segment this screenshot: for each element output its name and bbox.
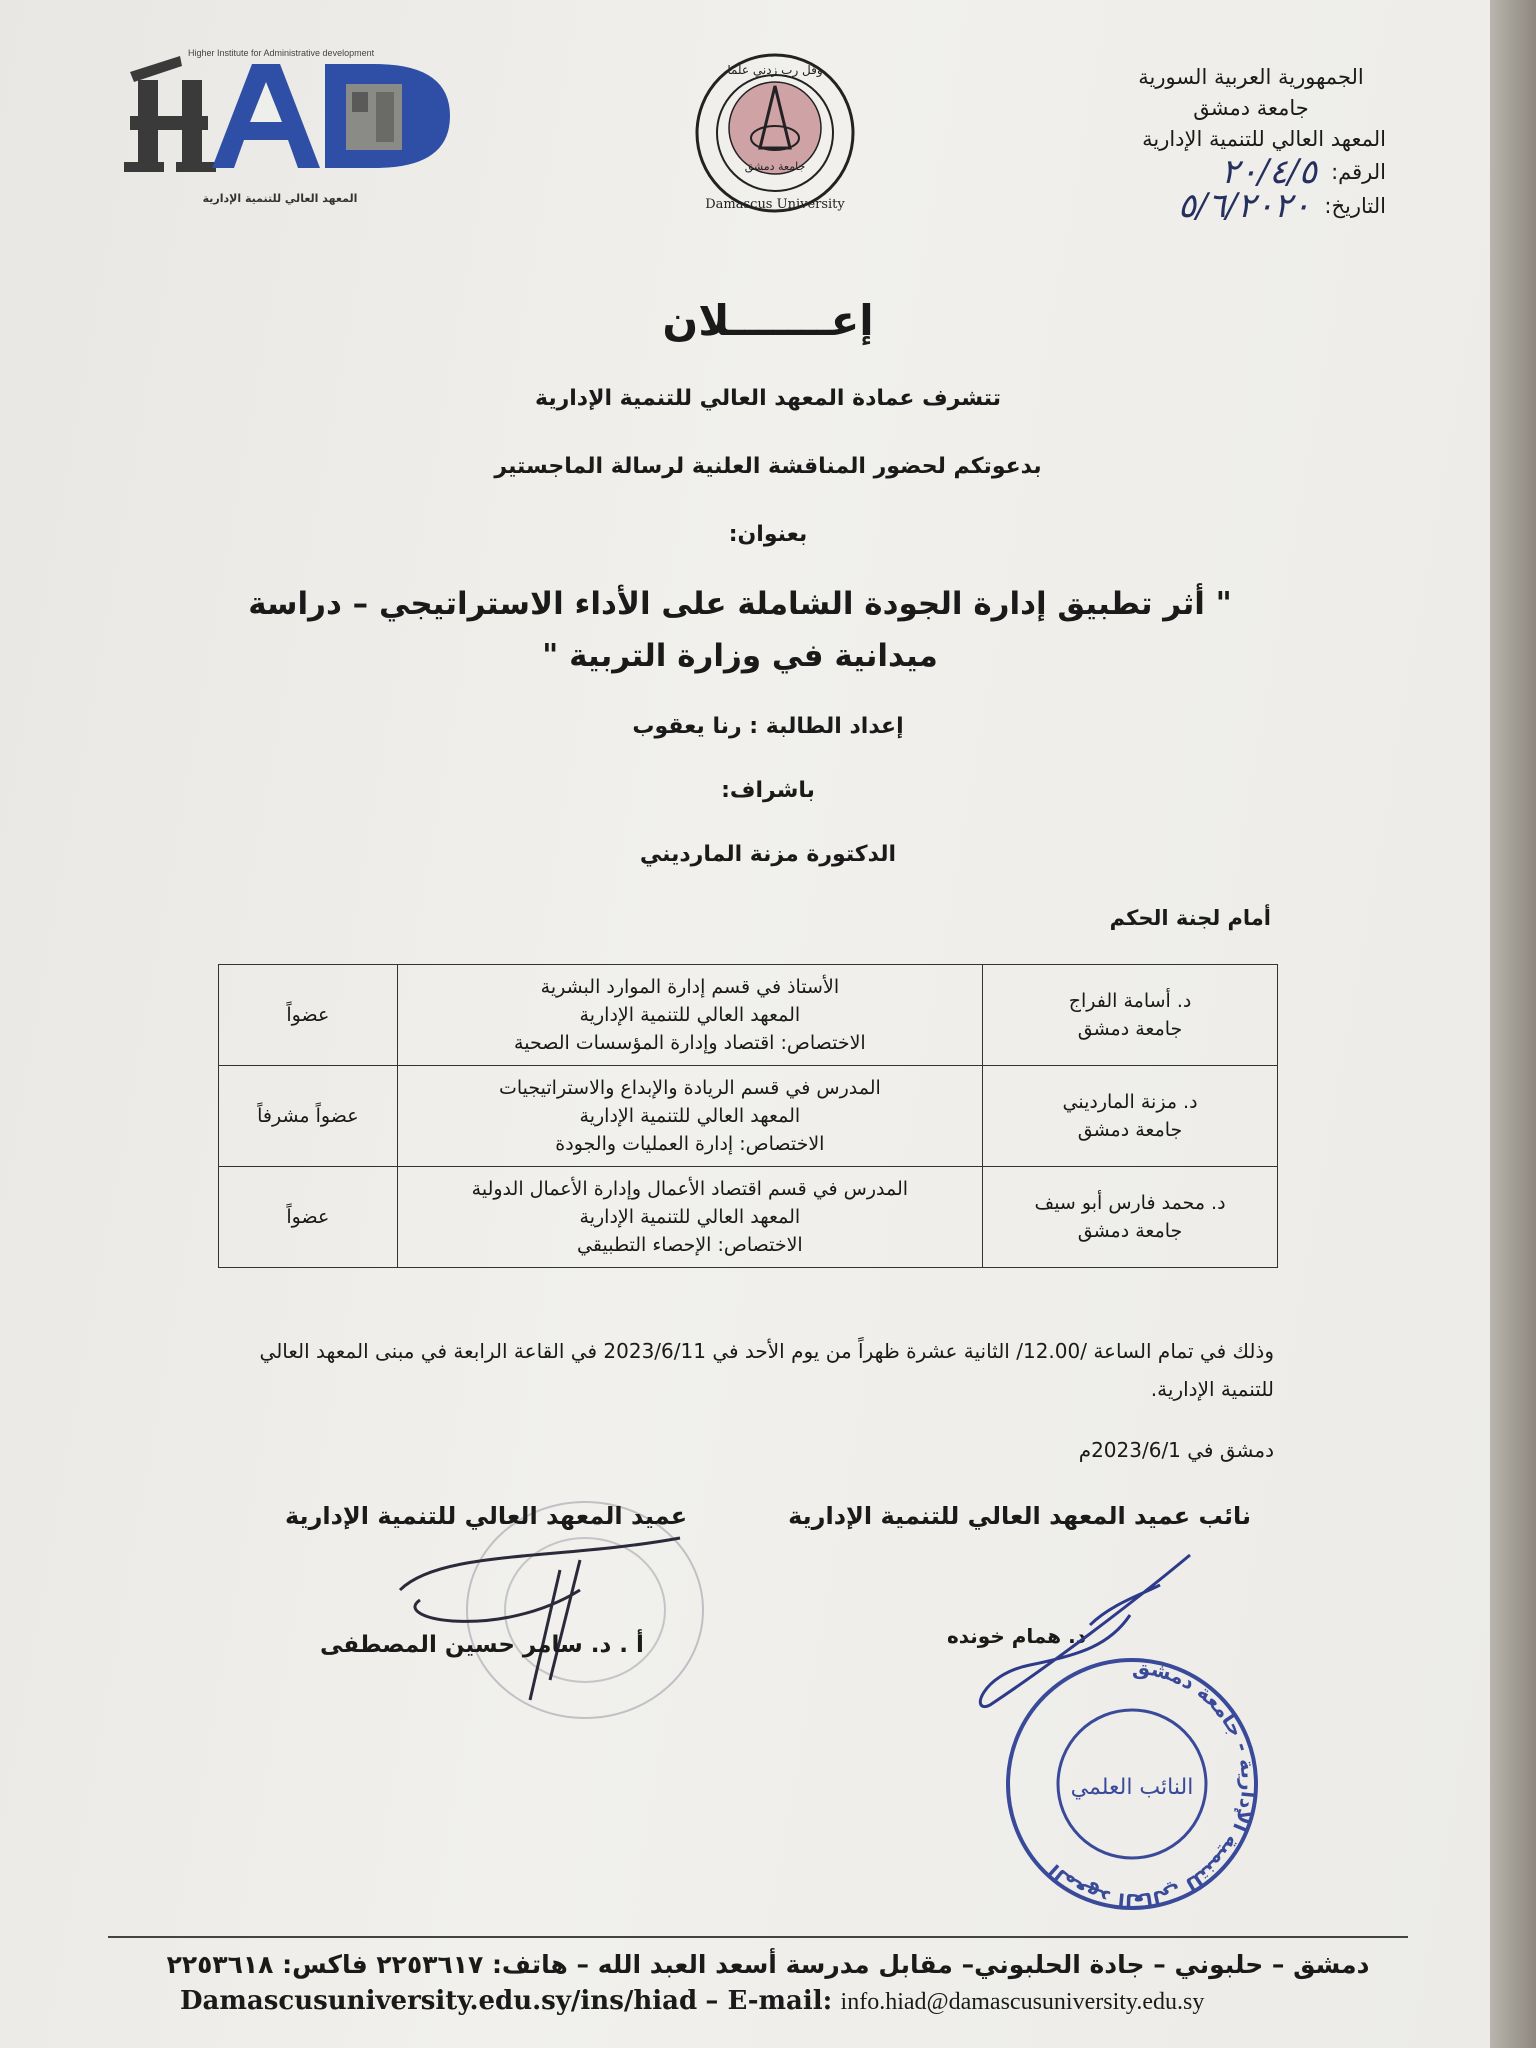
member-specialty: الاختصاص: الإحصاء التطبيقي [577, 1234, 803, 1256]
member-name-cell [983, 965, 1278, 1066]
reference-date-row [1026, 185, 1386, 226]
committee-label: أمام لجنة الحكم [1109, 906, 1271, 930]
member-name-cell [983, 1167, 1278, 1268]
member-affiliation: جامعة دمشق [1077, 1119, 1183, 1141]
member-info-cell [397, 1167, 982, 1268]
intro-line: تتشرف عمادة المعهد العالي للتنمية الإدارية [535, 386, 1001, 411]
member-role: عضواً مشرفاً [219, 1066, 398, 1167]
stamp-center-text: النائب العلمي [1070, 1775, 1194, 1800]
du-motto: وقل رب زدني علما [727, 63, 823, 77]
member-specialty: الاختصاص: إدارة العمليات والجودة [555, 1133, 825, 1155]
supervisor-name: الدكتورة مزنة المارديني [639, 842, 897, 867]
member-info-cell [397, 965, 982, 1066]
member-institute: المعهد العالي للتنمية الإدارية [579, 1206, 801, 1228]
announcement-title: إعـــــــلان [662, 296, 874, 345]
reference-number-value: ٢٠/٤/٥ [1221, 151, 1318, 192]
damascus-university-seal [690, 48, 860, 218]
event-details: وذلك في تمام الساعة /12.00/ الثانية عشرة ظهراً من يوم الأحد في 2023/6/11 في القاعة الرابعة في مبنى المعهد العالي للتنمية الإدارية. [259, 1339, 1274, 1401]
member-institute: المعهد العالي للتنمية الإدارية [579, 1004, 801, 1026]
member-name: د. أسامة الفراج [1068, 990, 1192, 1012]
du-english-name: Damascus University [705, 197, 845, 212]
member-affiliation: جامعة دمشق [1077, 1220, 1183, 1242]
member-role: عضواً [219, 1167, 398, 1268]
reference-number-row [1026, 151, 1386, 192]
table-row [219, 1167, 1278, 1268]
hiad-tagline: Higher Institute for Administrative development [188, 48, 375, 58]
du-arabic-name: جامعة دمشق [744, 160, 806, 173]
student-name: إعداد الطالبة : رنا يعقوب [632, 714, 904, 739]
scientific-deputy-stamp [1000, 1652, 1265, 1917]
supervision-label: باشراف: [721, 778, 815, 803]
member-name-cell [983, 1066, 1278, 1167]
university-name: جامعة دمشق [1193, 96, 1309, 120]
member-info-cell [397, 1066, 982, 1167]
country-name: الجمهورية العربية السورية [1138, 65, 1364, 89]
issue-date: دمشق في 2023/6/1م [1078, 1438, 1274, 1462]
table-row [219, 965, 1278, 1066]
member-role: عضواً [219, 965, 398, 1066]
footer-address: دمشق – حلبوني – جادة الحلبوني– مقابل مدرسة أسعد العبد الله – هاتف: ٢٢٥٣٦١٧ فاكس: ٢٢٥٣٦١٨ [166, 1950, 1370, 1979]
title-label: بعنوان: [728, 522, 808, 547]
table-row [219, 1066, 1278, 1167]
reference-date-label: التاريخ: [1324, 193, 1386, 218]
dean-signature [380, 1530, 710, 1710]
member-position: المدرس في قسم اقتصاد الأعمال وإدارة الأعمال الدولية [471, 1178, 909, 1200]
institute-name: المعهد العالي للتنمية الإدارية [1142, 127, 1386, 151]
footer-contact [180, 1986, 1204, 2016]
member-name: د. محمد فارس أبو سيف [1034, 1192, 1226, 1214]
vice-dean-name: د. همام خونده [946, 1624, 1086, 1648]
invitation-line: بدعوتكم لحضور المناقشة العلنية لرسالة الماجستير [494, 454, 1042, 479]
hiad-arabic-name: المعهد العالي للتنمية الإدارية [202, 192, 358, 205]
reference-date-value: ٥/٦/٢٠٢٠ [1177, 185, 1311, 226]
footer-website[interactable]: Damascusuniversity.edu.sy/ins/hiad [180, 1986, 698, 2016]
dean-title: عميد المعهد العالي للتنمية الإدارية [285, 1502, 688, 1530]
stamp-ring-text: المعهد العالي للتنمية الإدارية - جامعة دمشق [1042, 1654, 1261, 1914]
footer-email[interactable]: info.hiad@damascusuniversity.edu.sy [840, 1989, 1205, 2015]
footer-email-label: – E-mail: [705, 1986, 833, 2016]
thesis-title: " أثر تطبيق إدارة الجودة الشاملة على الأداء الاستراتيجي – دراسة ميدانية في وزارة التربية " [248, 586, 1232, 674]
committee-table [218, 964, 1278, 1268]
footer-divider [108, 1936, 1408, 1938]
member-specialty: الاختصاص: اقتصاد وإدارة المؤسسات الصحية [514, 1032, 866, 1054]
member-name: د. مزنة الماردیني [1062, 1091, 1198, 1113]
member-institute: المعهد العالي للتنمية الإدارية [579, 1105, 801, 1127]
hiad-logo [120, 42, 470, 212]
dean-name: أ . د. سامر حسين المصطفى [320, 1632, 644, 1658]
letterhead [1026, 62, 1386, 226]
member-position: الأستاذ في قسم إدارة الموارد البشرية [540, 976, 840, 998]
member-affiliation: جامعة دمشق [1077, 1018, 1183, 1040]
vice-dean-title: نائب عميد المعهد العالي للتنمية الإدارية [788, 1502, 1251, 1530]
reference-number-label: الرقم: [1331, 159, 1386, 184]
member-position: المدرس في قسم الريادة والإبداع والاستراتيجيات [498, 1077, 881, 1099]
